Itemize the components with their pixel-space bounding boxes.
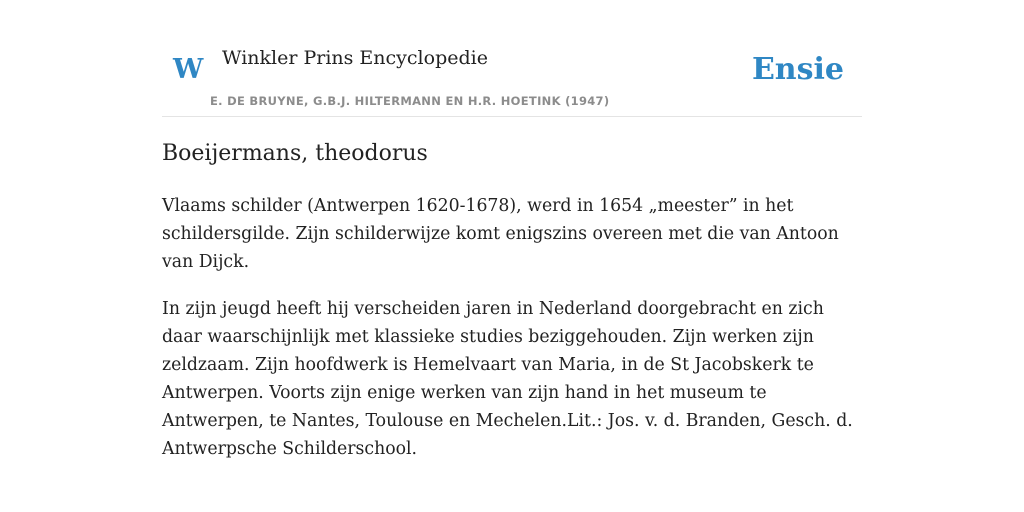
page (162, 0, 862, 459)
article-paragraph: Vlaams schilder (Antwerpen 1620-1678), werd in 1654 „meester” in het schildersgilde. Zijn schilderwijze komt enigszins overeen met die van Antoon van Dijck. (162, 196, 839, 272)
ensie-logo-link[interactable]: Ensie (751, 52, 844, 87)
article-title: Boeijermans, theodorus (162, 141, 428, 166)
publication-title[interactable]: Winkler Prins Encyclopedie (222, 47, 488, 69)
header (162, 0, 862, 117)
publication-logo[interactable]: W (173, 54, 204, 85)
article-paragraph: In zijn jeugd heeft hij verscheiden jaren in Nederland doorgebracht en zich daar waarschijnlijk met klassieke studies beziggehouden. Zijn werken zijn zeldzaam. Zijn hoofdwerk is Hemelvaart van Maria, in de St Jacobskerk te Antwerpen. Voorts zijn enige werken van zijn hand in het museum te Antwerpen, te Nantes, Toulouse en Mechelen.Lit.: Jos. v. d. Branden, Gesch. d. Antwerpsche Schilderschool. (162, 299, 853, 459)
publication-authors: E. DE BRUYNE, G.B.J. HILTERMANN EN H.R. HOETINK (1947) (210, 94, 610, 108)
article-body (162, 192, 862, 482)
